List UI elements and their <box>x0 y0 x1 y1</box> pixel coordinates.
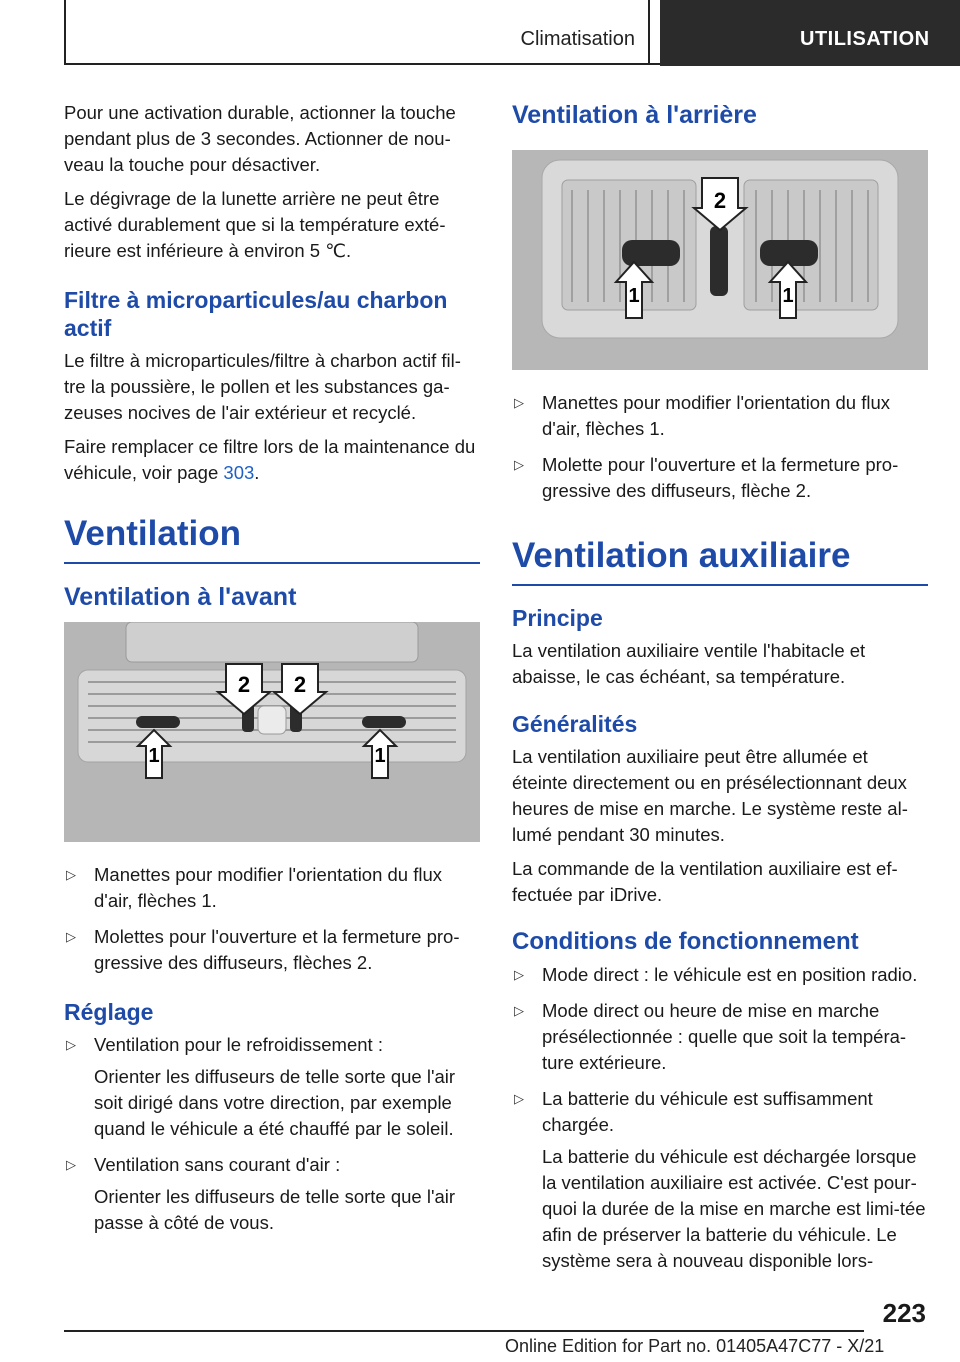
right-column <box>512 100 928 1284</box>
heading-front-ventilation: Ventilation à l'avant <box>64 583 297 611</box>
header-bottom-rule <box>64 63 660 65</box>
callout-2-right: 2 <box>293 672 307 697</box>
callout-1-right: 1 <box>782 285 794 307</box>
conditions-list <box>512 962 928 1274</box>
header-chapter-label: UTILISATION <box>800 28 930 50</box>
callout-1-left: 1 <box>628 285 640 307</box>
triangle-bullet-icon: ▷ <box>66 1157 76 1172</box>
paragraph: La commande de la ventilation auxiliaire est ef‐fectuée par iDrive. <box>512 858 898 905</box>
header-chapter-tab <box>660 0 960 66</box>
paragraph: Pour une activation durable, actionner la touche pendant plus de 3 secondes. Actionner de nou‐veau la touche pour désactiver. <box>64 102 456 175</box>
header-separator <box>648 0 650 64</box>
list-item: ▷ Mode direct : le véhicule est en position radio. <box>512 962 928 988</box>
heading-rule <box>512 584 928 586</box>
list-item: ▷ La batterie du véhicule est suffisamment chargée. La batterie du véhicule est déchargée lorsque la ventilation auxiliaire est activée. C'est pour‐quoi la durée de la mise en marche est limi‐tée afin de préserver la batterie du véhicule. Le système sera à nouveau disponible lors‐ <box>514 1088 926 1271</box>
callout-1-left: 1 <box>148 745 160 767</box>
list-item: ▷ Molettes pour l'ouverture et la fermeture pro‐gressive des diffuseurs, flèches 2. <box>66 926 460 973</box>
paragraph: Le dégivrage de la lunette arrière ne peut être activé durablement que si la température exté‐rieure est inférieure à environ 5 ℃. <box>64 188 446 261</box>
left-column <box>64 100 480 1246</box>
footer-rule <box>64 1330 864 1332</box>
triangle-bullet-icon: ▷ <box>66 867 76 882</box>
heading-conditions: Conditions de fonctionnement <box>512 928 859 955</box>
paragraph <box>64 434 480 486</box>
heading-filter: Filtre à microparticules/au charbon actif <box>64 287 448 341</box>
paragraph: Le filtre à microparticules/filtre à charbon actif fil‐tre la poussière, le pollen et les substances ga‐zeuses nocives de l'air extérieur et recyclé. <box>64 350 461 423</box>
list-item: ▷ Manettes pour modifier l'orientation du flux d'air, flèches 1. <box>514 392 891 439</box>
header-section-title: Climatisation <box>520 28 635 50</box>
heading-generalites: Généralités <box>512 711 638 737</box>
triangle-bullet-icon: ▷ <box>514 967 524 982</box>
triangle-bullet-icon: ▷ <box>514 457 524 472</box>
triangle-bullet-icon: ▷ <box>514 1091 524 1106</box>
text: . <box>254 462 260 483</box>
heading-reglage: Réglage <box>64 999 154 1025</box>
footer-edition: Online Edition for Part no. 01405A47C77 - X/21 <box>505 1336 885 1356</box>
triangle-bullet-icon: ▷ <box>514 1003 524 1018</box>
paragraph: La ventilation auxiliaire ventile l'habitacle et abaisse, le cas échéant, sa température. <box>512 640 866 687</box>
rear-vents-figure <box>512 150 928 370</box>
paragraph: La ventilation auxiliaire peut être allumée et éteinte directement ou en présélectionnant deux heures de mise en marche. Le système reste al‐lumé pendant 30 minutes. <box>512 746 908 845</box>
text: Faire remplacer ce filtre lors de la maintenance du véhicule, voir page <box>64 436 476 483</box>
list-item: ▷ Molette pour l'ouverture et la fermeture pro‐gressive des diffuseurs, flèche 2. <box>514 454 899 501</box>
heading-aux-ventilation: Ventilation auxiliaire <box>512 536 851 575</box>
rear-vents-illustration <box>512 150 928 370</box>
header-left-rule <box>64 0 66 64</box>
triangle-bullet-icon: ▷ <box>66 929 76 944</box>
heading-rear-ventilation: Ventilation à l'arrière <box>512 101 757 129</box>
page-number: 223 <box>882 1298 926 1328</box>
triangle-bullet-icon: ▷ <box>66 1037 76 1052</box>
front-vents-figure <box>64 622 480 842</box>
front-vents-list <box>64 862 480 976</box>
heading-principe: Principe <box>512 605 603 631</box>
triangle-bullet-icon: ▷ <box>514 395 524 410</box>
reglage-list <box>64 1032 480 1236</box>
callout-2: 2 <box>713 188 727 213</box>
list-item: ▷ Mode direct ou heure de mise en marche présélectionnée : quelle que soit la tempéra‐ture extérieure. <box>514 1000 907 1073</box>
heading-ventilation: Ventilation <box>64 514 241 553</box>
list-item: ▷ Ventilation sans courant d'air : Orienter les diffuseurs de telle sorte que l'air passe à côté de vous. <box>66 1154 456 1233</box>
heading-rule <box>64 562 480 564</box>
callout-1-right: 1 <box>374 745 386 767</box>
page-link[interactable]: 303 <box>223 462 255 483</box>
rear-vents-list <box>512 390 928 504</box>
callout-2-left: 2 <box>237 672 251 697</box>
page-header <box>0 0 960 66</box>
list-item: ▷ Ventilation pour le refroidissement : Orienter les diffuseurs de telle sorte que l'air soit dirigé dans votre direction, par exemple quand le véhicule a été chauffé par le soleil. <box>66 1034 456 1139</box>
list-item: ▷ Manettes pour modifier l'orientation du flux d'air, flèches 1. <box>66 864 443 911</box>
front-vents-illustration <box>64 622 480 842</box>
